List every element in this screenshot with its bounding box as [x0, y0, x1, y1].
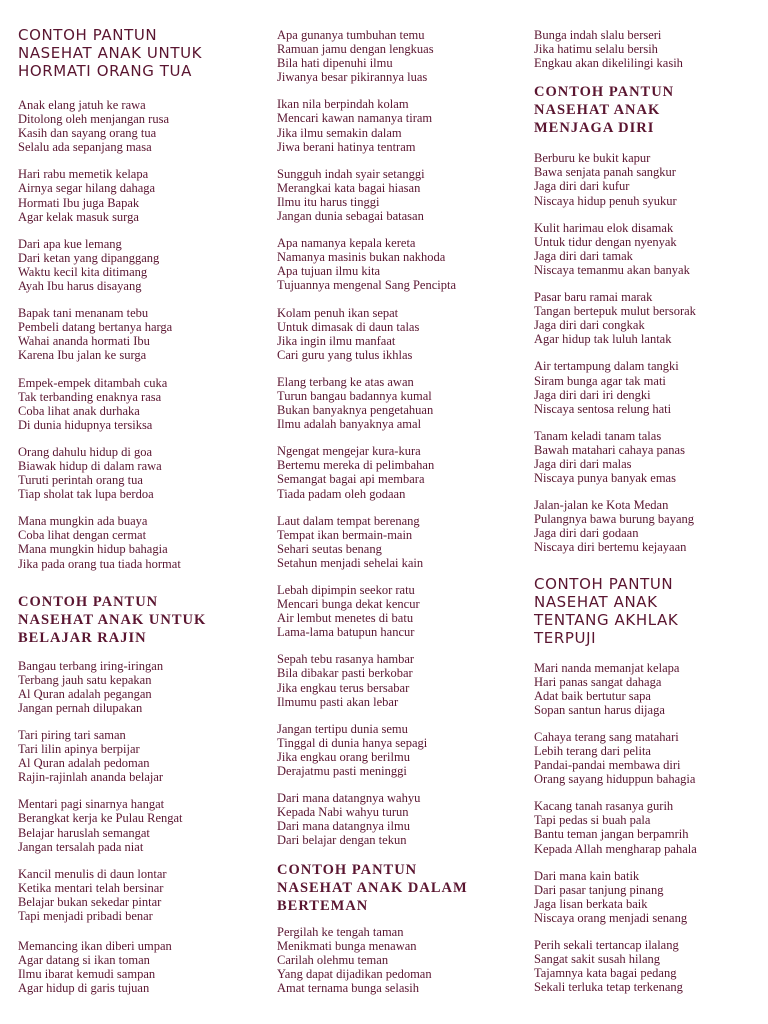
- stanza-line: Apa gunanya tumbuhan temu: [277, 28, 425, 42]
- stanza-line: Niscaya punya banyak emas: [534, 471, 676, 486]
- pantun-stanza: [18, 514, 254, 570]
- stanza-line: Hari panas sangat dahaga: [534, 674, 662, 689]
- stanza-line: Ilmumu pasti akan lebar: [277, 694, 399, 709]
- pantun-stanza: [534, 221, 768, 277]
- stanza-line: Yang dapat dijadikan pedoman: [277, 966, 432, 981]
- stanza-line: Bila hati dipenuhi ilmu: [277, 56, 393, 71]
- stanza-line: Jika engkau terus bersabar: [277, 680, 410, 695]
- stanza-line: Cari guru yang tulus ikhlas: [277, 347, 413, 362]
- stanza-line: Kacang tanah rasanya gurih: [534, 799, 674, 814]
- stanza-line: Jika ilmu semakin dalam: [277, 125, 402, 140]
- stanza-line: Berburu ke bukit kapur: [534, 151, 651, 166]
- stanza-line: Lebih terang dari pelita: [534, 744, 651, 758]
- stanza-line: Apa namanya kepala kereta: [277, 236, 416, 251]
- stanza-line: Jalan-jalan ke Kota Medan: [534, 498, 669, 513]
- section-heading: [277, 861, 513, 915]
- stanza-line: Mana mungkin ada buaya: [18, 514, 148, 529]
- stanza-line: Empek-empek ditambah cuka: [18, 375, 168, 390]
- stanza-line: Carilah olehmu teman: [277, 952, 389, 967]
- stanza-line: Laut dalam tempat berenang: [277, 513, 420, 528]
- stanza-line: Tiap sholat tak lupa berdoa: [18, 487, 154, 502]
- stanza-line: Untuk tidur dengan nyenyak: [534, 234, 677, 249]
- pantun-stanza: [277, 236, 513, 292]
- stanza-line: Jaga diri dari iri dengki: [534, 387, 651, 402]
- stanza-line: Ditolong oleh menjangan rusa: [18, 112, 170, 127]
- heading-line: TERPUJI: [534, 628, 597, 647]
- stanza-line: Agar datang si ikan toman: [18, 953, 150, 968]
- stanza-line: Bapak tani menanam tebu: [18, 306, 149, 321]
- section-heading: [534, 575, 768, 647]
- pantun-stanza: [18, 867, 254, 923]
- stanza-line: Jangan tertipu dunia semu: [277, 721, 408, 736]
- stanza-line: Bertemu mereka di pelimbahan: [277, 458, 435, 473]
- pantun-stanza: [18, 728, 254, 784]
- pantun-stanza: [534, 359, 768, 415]
- stanza-line: Air lembut menetes di batu: [277, 611, 414, 626]
- stanza-line: Karena Ibu jalan ke surga: [18, 348, 147, 363]
- heading-line: BELAJAR RAJIN: [18, 629, 147, 646]
- stanza-line: Tapi pedas si buah pala: [534, 813, 651, 828]
- stanza-line: Jaga diri dari tamak: [534, 248, 633, 263]
- stanza-line: Tangan bertepuk mulut bersorak: [534, 304, 696, 319]
- pantun-stanza: [534, 28, 768, 70]
- stanza-line: Ramuan jamu dengan lengkuas: [277, 42, 434, 57]
- stanza-line: Bila dibakar pasti berkobar: [277, 666, 413, 681]
- stanza-line: Jika engkau orang berilmu: [277, 749, 410, 764]
- stanza-line: Terbang jauh satu kepakan: [18, 672, 152, 687]
- stanza-line: Jaga diri dari kufur: [534, 179, 630, 194]
- pantun-stanza: [277, 791, 513, 847]
- stanza-line: Berangkat kerja ke Pulau Rengat: [18, 811, 183, 826]
- stanza-line: Ikan nila berpindah kolam: [277, 97, 409, 112]
- pantun-stanza: [277, 652, 513, 708]
- stanza-line: Kepada Nabi wahyu turun: [277, 805, 409, 820]
- heading-line: CONTOH PANTUN: [277, 861, 418, 878]
- column-right: [534, 28, 768, 1007]
- stanza-line: Al Quran adalah pedoman: [18, 756, 150, 771]
- stanza-line: Mari nanda memanjat kelapa: [534, 660, 680, 675]
- heading-line: MENJAGA DIRI: [534, 120, 655, 137]
- stanza-line: Niscaya sentosa relung hati: [534, 401, 672, 416]
- stanza-line: Mentari pagi sinarnya hangat: [18, 797, 165, 812]
- stanza-line: Namanya masinis bukan nakhoda: [277, 250, 446, 265]
- pantun-stanza: [277, 306, 513, 362]
- stanza-line: Sopan santun harus dijaga: [534, 702, 665, 717]
- heading-line: HORMATI ORANG TUA: [18, 62, 192, 80]
- heading-line: CONTOH PANTUN: [18, 593, 159, 610]
- stanza-line: Sangat sakit susah hilang: [534, 952, 661, 967]
- stanza-line: Tari lilin apinya berpijar: [18, 742, 140, 757]
- pantun-stanza: [18, 98, 254, 154]
- stanza-line: Orang dahulu hidup di goa: [18, 444, 153, 459]
- stanza-line: Jangan tersalah pada niat: [18, 839, 144, 854]
- heading-line: NASEHAT ANAK: [534, 592, 658, 611]
- stanza-line: Lebah dipimpin seekor ratu: [277, 583, 415, 597]
- stanza-line: Mencari kawan namanya tiram: [277, 111, 433, 126]
- stanza-line: Hormati Ibu juga Bapak: [18, 195, 140, 210]
- stanza-line: Agar kelak masuk surga: [18, 209, 139, 224]
- stanza-line: Jaga diri dari congkak: [534, 318, 645, 333]
- stanza-line: Agar hidup tak luluh lantak: [534, 332, 672, 347]
- stanza-line: Dari pasar tanjung pinang: [534, 882, 664, 897]
- stanza-line: Apa tujuan ilmu kita: [277, 264, 381, 279]
- section-heading: [18, 593, 254, 647]
- pantun-stanza: [534, 429, 768, 485]
- stanza-line: Air tertampung dalam tangki: [534, 359, 679, 374]
- pantun-stanza: [18, 306, 254, 362]
- pantun-stanza: [18, 167, 254, 223]
- stanza-line: Sekali terluka tetap terkenang: [534, 980, 683, 995]
- stanza-line: Lama-lama batupun hancur: [277, 625, 415, 640]
- stanza-line: Mana mungkin hidup bahagia: [18, 542, 168, 557]
- heading-line: CONTOH PANTUN: [534, 84, 675, 101]
- section-heading: [534, 83, 768, 137]
- stanza-line: Tapi menjadi pribadi benar: [18, 909, 153, 924]
- stanza-line: Di dunia hidupnya tersiksa: [18, 417, 153, 432]
- heading-line: CONTOH PANTUN: [18, 26, 158, 44]
- stanza-line: Ngengat mengejar kura-kura: [277, 444, 421, 459]
- stanza-line: Ilmu itu harus tinggi: [277, 194, 380, 209]
- column-left: [18, 26, 254, 1009]
- pantun-stanza: [18, 376, 254, 432]
- stanza-line: Niscaya diri bertemu kejayaan: [534, 540, 687, 555]
- pantun-stanza: [534, 290, 768, 346]
- pantun-stanza: [534, 661, 768, 717]
- stanza-line: Pergilah ke tengah taman: [277, 924, 404, 939]
- stanza-line: Perih sekali tertancap ilalang: [534, 938, 679, 953]
- stanza-line: Dari mana datangnya ilmu: [277, 819, 410, 834]
- stanza-line: Niscaya orang menjadi senang: [534, 910, 688, 925]
- stanza-line: Adat baik bertutur sapa: [534, 688, 651, 703]
- stanza-line: Dari apa kue lemang: [18, 236, 122, 251]
- stanza-line: Bukan banyaknya pengetahuan: [277, 403, 434, 418]
- stanza-line: Elang terbang ke atas awan: [277, 374, 414, 389]
- stanza-line: Tak terbanding enaknya rasa: [18, 389, 162, 404]
- stanza-line: Wahai ananda hormati Ibu: [18, 334, 150, 349]
- stanza-line: Kolam penuh ikan sepat: [277, 305, 399, 320]
- stanza-line: Amat ternama bunga selasih: [277, 980, 419, 995]
- stanza-line: Kepada Allah mengharap pahala: [534, 841, 697, 856]
- stanza-line: Jika hatimu selalu bersih: [534, 42, 658, 57]
- pantun-stanza: [534, 869, 768, 925]
- stanza-line: Selalu ada sepanjang masa: [18, 140, 152, 155]
- heading-line: CONTOH PANTUN: [534, 574, 674, 593]
- heading-line: NASEHAT ANAK UNTUK: [18, 611, 207, 628]
- pantun-stanza: [277, 722, 513, 778]
- heading-line: NASEHAT ANAK DALAM: [277, 879, 468, 896]
- stanza-line: Ayah Ibu harus disayang: [18, 279, 142, 294]
- pantun-stanza: [534, 498, 768, 554]
- stanza-line: Tiada padam oleh godaan: [277, 486, 406, 501]
- stanza-line: Pembeli datang bertanya harga: [18, 320, 173, 335]
- stanza-line: Agar hidup di garis tujuan: [18, 981, 150, 996]
- stanza-line: Coba lihat anak durhaka: [18, 403, 140, 418]
- pantun-stanza: [534, 730, 768, 786]
- stanza-line: Waktu kecil kita ditimang: [18, 264, 148, 279]
- stanza-line: Dari mana kain batik: [534, 868, 640, 883]
- pantun-stanza: [18, 445, 254, 501]
- heading-line: NASEHAT ANAK: [534, 102, 661, 119]
- stanza-line: Airnya segar hilang dahaga: [18, 181, 156, 196]
- stanza-line: Merangkai kata bagai hiasan: [277, 180, 421, 195]
- stanza-line: Anak elang jatuh ke rawa: [18, 98, 146, 112]
- stanza-line: Jaga lisan berkata baik: [534, 896, 648, 911]
- stanza-line: Ilmu ibarat kemudi sampan: [18, 967, 156, 982]
- stanza-line: Memancing ikan diberi umpan: [18, 939, 172, 954]
- section-heading: [18, 26, 254, 80]
- pantun-stanza: [277, 28, 513, 84]
- stanza-line: Tempat ikan bermain-main: [277, 527, 413, 542]
- stanza-line: Jika ingin ilmu manfaat: [277, 333, 396, 348]
- stanza-line: Bawa senjata panah sangkur: [534, 165, 676, 180]
- stanza-line: Turuti perintah orang tua: [18, 473, 143, 488]
- heading-line: NASEHAT ANAK UNTUK: [18, 44, 203, 62]
- stanza-line: Jaga diri dari malas: [534, 456, 632, 471]
- stanza-line: Belajar bukan sekedar pintar: [18, 894, 162, 909]
- stanza-line: Coba lihat dengan cermat: [18, 528, 147, 543]
- stanza-line: Jangan pernah dilupakan: [18, 700, 143, 715]
- stanza-line: Pandai-pandai membawa diri: [534, 758, 681, 773]
- stanza-line: Belajar haruslah semangat: [18, 825, 150, 840]
- stanza-line: Jangan dunia sebagai batasan: [277, 209, 424, 224]
- pantun-stanza: [277, 514, 513, 570]
- pantun-stanza: [534, 151, 768, 207]
- stanza-line: Untuk dimasak di daun talas: [277, 319, 420, 334]
- heading-line: BERTEMAN: [277, 897, 369, 914]
- stanza-line: Bantu teman jangan berpamrih: [534, 827, 689, 842]
- heading-line: TENTANG AKHLAK: [534, 610, 679, 629]
- stanza-line: Jiwa berani hatinya tentram: [277, 139, 416, 154]
- stanza-line: Tinggal di dunia hanya sepagi: [277, 735, 428, 750]
- stanza-line: Ketika mentari telah bersinar: [18, 880, 164, 895]
- stanza-line: Tanam keladi tanam talas: [534, 428, 662, 443]
- stanza-line: Tari piring tari saman: [18, 728, 126, 742]
- stanza-line: Niscaya hidup penuh syukur: [534, 193, 677, 208]
- pantun-stanza: [277, 167, 513, 223]
- pantun-stanza: [18, 797, 254, 853]
- stanza-line: Menikmati bunga menawan: [277, 938, 417, 953]
- column-middle: [277, 28, 513, 1008]
- stanza-line: Kancil menulis di daun lontar: [18, 866, 167, 881]
- pantun-stanza: [277, 444, 513, 500]
- stanza-line: Al Quran adalah pegangan: [18, 686, 152, 701]
- stanza-line: Pasar baru ramai marak: [534, 290, 653, 305]
- stanza-line: Jika pada orang tua tiada hormat: [18, 556, 181, 571]
- stanza-line: Bunga indah slalu berseri: [534, 28, 662, 42]
- stanza-line: Jaga diri dari godaan: [534, 526, 639, 541]
- stanza-line: Dari belajar dengan tekun: [277, 833, 407, 848]
- stanza-line: Engkau akan dikelilingi kasih: [534, 56, 683, 71]
- stanza-line: Derajatmu pasti meninggi: [277, 764, 407, 779]
- stanza-line: Rajin-rajinlah ananda belajar: [18, 770, 164, 785]
- stanza-line: Jiwanya besar pikirannya luas: [277, 70, 428, 85]
- stanza-line: Mencari bunga dekat kencur: [277, 597, 420, 612]
- stanza-line: Kulit harimau elok disamak: [534, 220, 674, 235]
- stanza-line: Hari rabu memetik kelapa: [18, 167, 149, 182]
- stanza-line: Sungguh indah syair setanggi: [277, 166, 425, 181]
- stanza-line: Dari ketan yang dipanggang: [18, 250, 160, 265]
- pantun-stanza: [277, 925, 513, 995]
- pantun-stanza: [534, 799, 768, 855]
- pantun-stanza: [18, 939, 254, 995]
- stanza-line: Kasih dan sayang orang tua: [18, 126, 157, 141]
- stanza-line: Bawah matahari cahaya panas: [534, 442, 685, 457]
- stanza-line: Semangat bagai api membara: [277, 472, 425, 487]
- stanza-line: Turun bangau badannya kumal: [277, 388, 432, 403]
- stanza-line: Orang sayang hiduppun bahagia: [534, 772, 696, 787]
- stanza-line: Tujuannya mengenal Sang Pencipta: [277, 278, 457, 293]
- stanza-line: Dari mana datangnya wahyu: [277, 791, 421, 806]
- stanza-line: Ilmu adalah banyaknya amal: [277, 417, 422, 432]
- stanza-line: Sepah tebu rasanya hambar: [277, 652, 415, 667]
- stanza-line: Setahun menjadi sehelai kain: [277, 555, 424, 570]
- pantun-stanza: [277, 97, 513, 153]
- stanza-line: Cahaya terang sang matahari: [534, 729, 679, 744]
- pantun-stanza: [277, 583, 513, 639]
- pantun-stanza: [18, 659, 254, 715]
- stanza-line: Pulangnya bawa burung bayang: [534, 512, 695, 527]
- stanza-line: Biawak hidup di dalam rawa: [18, 458, 162, 473]
- stanza-line: Tajamnya kata bagai pedang: [534, 966, 677, 981]
- stanza-line: Siram bunga agar tak mati: [534, 373, 666, 388]
- stanza-line: Bangau terbang iring-iringan: [18, 658, 164, 673]
- pantun-stanza: [18, 237, 254, 293]
- stanza-line: Niscaya temanmu akan banyak: [534, 262, 690, 277]
- pantun-stanza: [277, 375, 513, 431]
- pantun-stanza: [534, 938, 768, 994]
- stanza-line: Sehari seutas benang: [277, 541, 382, 556]
